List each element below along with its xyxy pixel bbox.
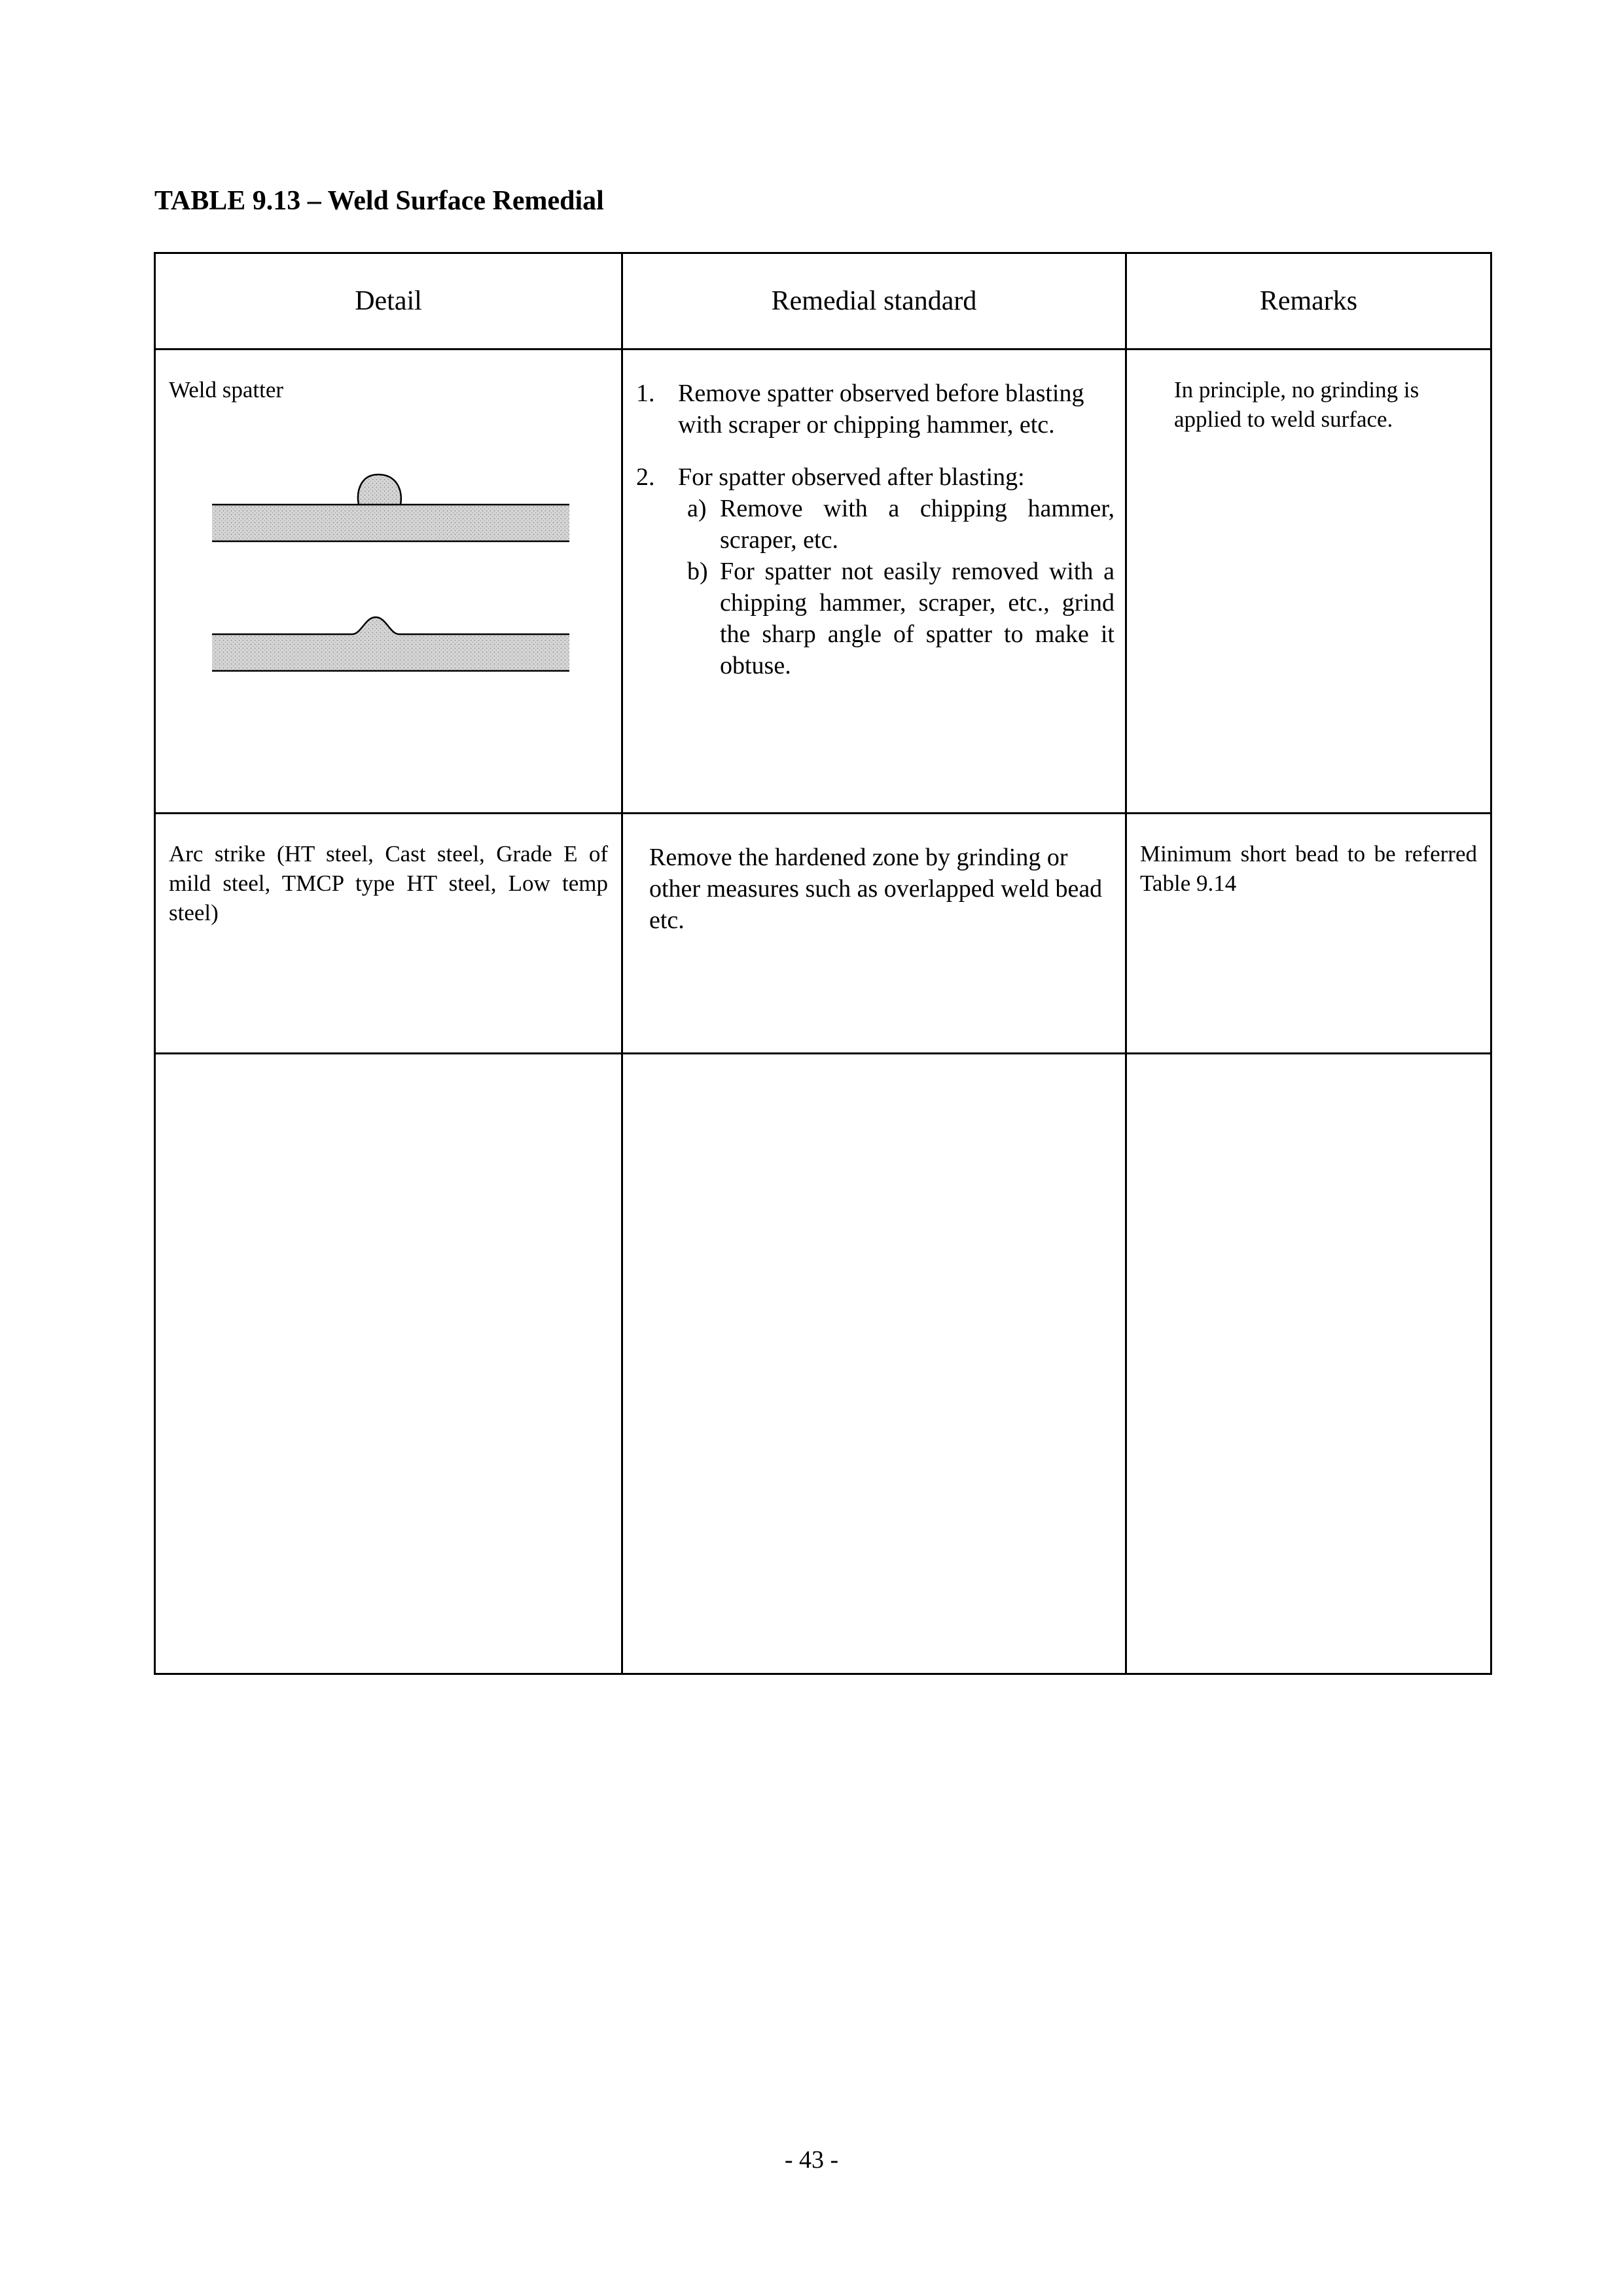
page-number: - 43 - [784, 2146, 839, 2174]
subitem-letter: b) [687, 558, 708, 585]
subitem-letter: a) [687, 495, 707, 522]
item-text: Remove spatter observed before blasting with scraper or chipping hammer, etc. [678, 380, 1084, 439]
cell-detail-weld-spatter [155, 350, 622, 814]
remedial-subitem-a [687, 493, 1115, 556]
item-text: For spatter observed after blasting: [678, 463, 1025, 491]
table-header-row [155, 253, 1491, 350]
item-number: 2. [636, 463, 655, 491]
header-remarks: Remarks [1126, 253, 1491, 350]
table-row-empty [155, 1054, 1491, 1674]
remedial-item-1 [636, 378, 1115, 440]
empty-cell [1126, 1054, 1491, 1674]
table-title: TABLE 9.13 – Weld Surface Remedial [154, 186, 604, 216]
table-row-arc-strike [155, 814, 1491, 1054]
header-detail: Detail [155, 253, 622, 350]
cell-remarks-weld-spatter [1126, 350, 1491, 814]
cell-remarks-arc-strike [1126, 814, 1491, 1054]
spatter-diagram-after [211, 612, 572, 676]
spatter-diagram-before [211, 471, 572, 547]
remarks-text: In principle, no grinding is applied to weld surface. [1174, 377, 1419, 432]
cell-remedial-weld-spatter [622, 350, 1126, 814]
detail-label-weld-spatter: Weld spatter [169, 377, 284, 403]
empty-cell [622, 1054, 1126, 1674]
remedial-text-arc-strike: Remove the hardened zone by grinding or other measures such as overlapped weld bead etc. [649, 844, 1103, 934]
empty-cell [155, 1054, 622, 1674]
table-row-weld-spatter [155, 350, 1491, 814]
cell-detail-arc-strike [155, 814, 622, 1054]
remedial-item-2 [636, 461, 1115, 493]
remedial-subitem-b [687, 556, 1115, 681]
detail-label-arc-strike: Arc strike (HT steel, Cast steel, Grade E of mild steel, TMCP type HT steel, Low temp steel) [169, 841, 608, 925]
subitem-text: For spatter not easily removed with a chipping hammer, scraper, etc., grind the sharp angle of spatter to make it obtuse. [720, 558, 1115, 679]
item-number: 1. [636, 380, 655, 407]
header-remedial-standard: Remedial standard [622, 253, 1126, 350]
remarks-text: Minimum short bead to be referred Table 9.14 [1140, 841, 1477, 896]
weld-surface-remedial-table [154, 252, 1492, 1675]
subitem-text: Remove with a chipping hammer, scraper, etc. [720, 495, 1115, 554]
cell-remedial-arc-strike [622, 814, 1126, 1054]
